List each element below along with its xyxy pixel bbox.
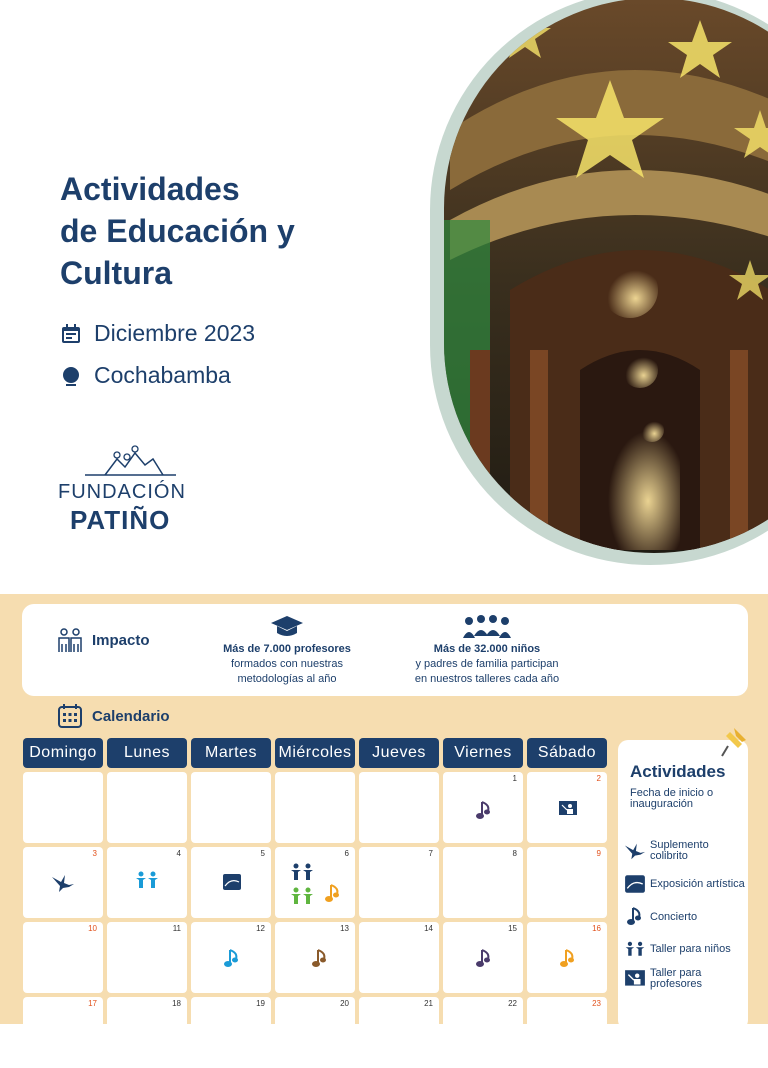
day-header-saturday: Sábado [527,738,607,768]
legend-item-concert [624,906,697,928]
calendar-cell[interactable] [191,847,271,918]
day-header-sunday: Domingo [23,738,103,768]
day-header-tuesday: Martes [191,738,271,768]
day-number: 2 [596,774,601,783]
day-number: 21 [424,999,433,1008]
day-number: 9 [596,849,601,858]
calendar-cell[interactable] [359,997,439,1068]
group-people-icon [461,614,513,640]
calendar-cell[interactable] [443,997,523,1068]
stat-children [402,614,572,687]
impact-card [22,604,748,696]
calendar-cell[interactable] [443,847,523,918]
children-icon [289,887,315,905]
legend-label: Suplemento colibrito [650,839,709,862]
legend-item-teachers [624,968,734,990]
calendar-cell[interactable] [275,997,355,1068]
day-number: 13 [340,924,349,933]
music-note-icon [324,883,342,905]
calendar-cell[interactable] [23,997,103,1068]
teacher-icon [624,968,646,990]
event-place [60,362,231,389]
day-number: 19 [256,999,265,1008]
place-text: Cochabamba [94,362,231,388]
calendar-icon [60,323,82,345]
day-number: 12 [256,924,265,933]
date-text: Diciembre 2023 [94,320,256,346]
children-icon [134,871,160,889]
fundacion-patino-logo [58,445,203,540]
calendar-cell[interactable] [443,922,523,993]
legend-label: Exposición artística [650,877,745,890]
calendar-cell-empty [191,772,271,843]
legend-label: Concierto [650,910,698,923]
day-number: 11 [172,924,181,933]
title-line-1: Actividades [60,171,240,207]
logo-line-2: PATIÑO [70,505,171,535]
music-note-icon [559,948,577,970]
stat-teachers-bold: Más de 7.000 profesores [223,643,351,655]
title-line-3: Cultura [60,255,172,291]
day-number: 18 [172,999,181,1008]
day-number: 1 [512,774,517,783]
calendar-cell[interactable] [527,922,607,993]
day-number: 10 [88,924,97,933]
day-header-monday: Lunes [107,738,187,768]
painting-icon [624,873,646,895]
hero-photo-image [430,0,768,565]
children-icon [624,938,646,960]
day-header-friday: Viernes [443,738,523,768]
day-number: 15 [508,924,517,933]
day-number: 23 [592,999,601,1008]
impact-heading [56,626,150,654]
calendar-cell-empty [107,772,187,843]
day-number: 14 [424,924,433,933]
stat-children-line2: en nuestros talleres cada año [414,673,560,685]
day-number: 20 [340,999,349,1008]
calendar-cell[interactable] [191,922,271,993]
pushpin-icon [720,724,750,758]
legend-subtitle: Fecha de inicio o inauguración [630,787,714,810]
day-number: 4 [176,849,181,858]
calendar-cell[interactable] [107,922,187,993]
music-note-icon [475,948,493,970]
calendar-cell[interactable] [275,847,355,918]
calendar-cell[interactable] [23,922,103,993]
legend-label: Taller para niños [650,942,731,955]
legend-title: Actividades [630,762,726,781]
logo-figures-icon [83,445,178,479]
calendar-cell[interactable] [23,847,103,918]
children-icon [289,863,315,881]
calendar-cell[interactable] [107,847,187,918]
legend-item-hummingbird [624,840,748,862]
calendar-cell[interactable] [527,997,607,1068]
legend-item-painting [624,873,745,895]
hummingbird-icon [624,840,646,862]
people-outline-icon [56,626,84,654]
day-number: 8 [512,849,517,858]
impact-label: Impacto [92,631,150,649]
calendar-cell[interactable] [359,922,439,993]
stat-teachers-line1: formados con nuestras [231,658,343,670]
day-number: 6 [344,849,349,858]
calendar-cell[interactable] [359,847,439,918]
activities-legend [618,740,748,1030]
hummingbird-icon [51,873,75,893]
legend-item-children [624,938,731,960]
stat-teachers-line2: metodologías al año [237,673,337,685]
stat-teachers [212,614,362,687]
lower-panel [0,594,768,1024]
calendar-cell-empty [275,772,355,843]
calendar-cell[interactable] [275,922,355,993]
calendar-cell[interactable] [191,997,271,1068]
calendar-cell-empty [23,772,103,843]
graduation-cap-icon [270,614,304,640]
music-note-icon [311,948,329,970]
music-note-icon [624,906,646,928]
title-line-2: de Educación y [60,213,295,249]
calendar-cell[interactable] [443,772,523,843]
calendar-cell[interactable] [527,847,607,918]
calendar-cell[interactable] [107,997,187,1068]
painting-icon [222,873,242,891]
calendar-heading [58,704,170,728]
event-date [60,320,255,347]
hero-photo [430,0,768,565]
day-number: 16 [592,924,601,933]
stat-children-bold: Más de 32.000 niños [433,643,541,655]
stat-children-line1: y padres de familia participan [415,658,559,670]
music-note-icon [223,948,241,970]
logo-line-1: FUNDACIÓN [58,481,186,503]
calendar-cell[interactable] [527,772,607,843]
day-number: 7 [428,849,433,858]
calendar-label: Calendario [92,707,170,725]
teacher-icon [558,800,578,818]
day-number: 5 [260,849,265,858]
day-header-thursday: Jueves [359,738,439,768]
day-number: 22 [508,999,517,1008]
calendar-grid-icon [58,704,82,728]
day-number: 3 [92,849,97,858]
page-title [60,168,390,294]
day-number: 17 [88,999,97,1008]
calendar-cell-empty [359,772,439,843]
legend-label: Taller para profesores [650,967,702,990]
location-pin-icon [60,365,82,387]
music-note-icon [475,800,493,822]
day-header-wednesday: Miércoles [275,738,355,768]
